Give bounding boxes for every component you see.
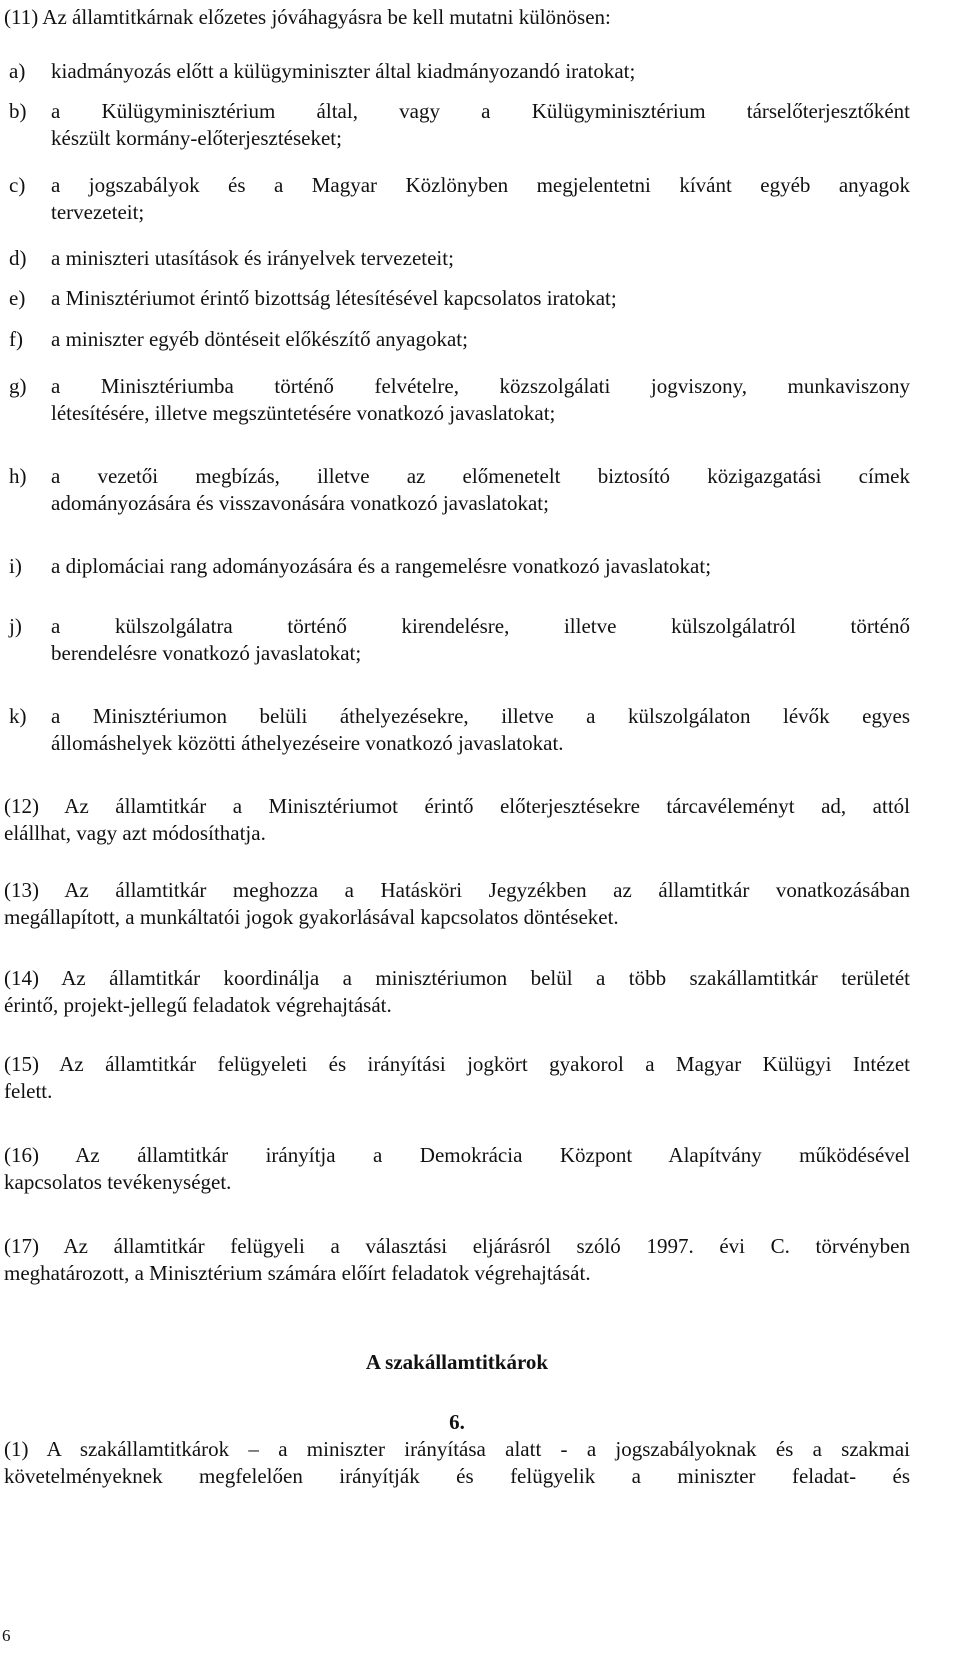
list-item-a — [4, 58, 910, 85]
list-item-line: tervezeteit; — [51, 200, 145, 224]
list-item-j — [4, 613, 910, 667]
paragraph-15 — [4, 1051, 910, 1105]
paragraph-line: megállapított, a munkáltatói jogok gyakorlásával kapcsolatos döntéseket. — [4, 905, 619, 929]
list-item-line: állomáshelyek közötti áthelyezéseire vonatkozó javaslatokat. — [51, 731, 564, 755]
list-item-line: a Külügyminisztérium által, vagy a Külügyminisztérium társelőterjesztőként — [51, 99, 910, 123]
paragraph-16 — [4, 1142, 910, 1196]
paragraph-line: (1) A szakállamtitkárok – a miniszter irányítása alatt - a jogszabályoknak és a szakmai — [4, 1437, 910, 1461]
section-title: A szakállamtitkárok — [365, 1350, 549, 1374]
paragraph-line: követelményeknek megfelelően irányítják és felügyelik a miniszter feladat- és — [4, 1464, 910, 1488]
list-item-label: c) — [9, 173, 26, 197]
list-item-text: kiadmányozás előtt a külügyminiszter által kiadmányozandó iratokat; — [51, 59, 636, 83]
list-item-label: i) — [9, 554, 22, 578]
list-item-text — [51, 98, 910, 152]
list-item-label: d) — [9, 246, 27, 270]
paragraph-line: (13) Az államtitkár meghozza a Hatásköri Jegyzékben az államtitkár vonatkozásában — [4, 878, 910, 902]
paragraph-line: (15) Az államtitkár felügyeleti és irányítási jogkört gyakorol a Magyar Külügyi Intézet — [4, 1052, 910, 1076]
list-item-text: a miniszteri utasítások és irányelvek tervezeteit; — [51, 246, 454, 270]
paragraph-line: felett. — [4, 1079, 53, 1103]
paragraph-line: (14) Az államtitkár koordinálja a minisztériumon belül a több szakállamtitkár területét — [4, 966, 910, 990]
list-item-text — [51, 373, 910, 427]
list-item-text: a Minisztériumot érintő bizottság létesítésével kapcsolatos iratokat; — [51, 286, 617, 310]
paragraph-line: (16) Az államtitkár irányítja a Demokrácia Központ Alapítvány működésével — [4, 1143, 910, 1167]
paragraph-6-1 — [4, 1436, 910, 1490]
paragraph-17 — [4, 1233, 910, 1287]
list-item-b — [4, 98, 910, 152]
list-item-text — [51, 703, 910, 757]
list-item-i — [4, 553, 910, 580]
list-item-line: a külszolgálatra történő kirendelésre, illetve külszolgálatról történő — [51, 614, 910, 638]
list-item-c — [4, 172, 910, 226]
paragraph-line: elállhat, vagy azt módosíthatja. — [4, 821, 266, 845]
list-item-text: a miniszter egyéb döntéseit előkészítő anyagokat; — [51, 327, 468, 351]
list-item-e — [4, 285, 910, 312]
list-item-line: a vezetői megbízás, illetve az előmenetelt biztosító közigazgatási címek — [51, 464, 910, 488]
list-item-label: g) — [9, 374, 27, 398]
list-item-d — [4, 245, 910, 272]
list-item-line: adományozására és visszavonására vonatkozó javaslatokat; — [51, 491, 549, 515]
intro-paragraph: (11) Az államtitkárnak előzetes jóváhagyásra be kell mutatni különösen: — [4, 5, 611, 29]
list-item-text — [51, 613, 910, 667]
list-item-label: h) — [9, 464, 27, 488]
list-item-line: berendelésre vonatkozó javaslatokat; — [51, 641, 362, 665]
list-item-h — [4, 463, 910, 517]
list-item-f — [4, 326, 910, 353]
list-item-text — [51, 172, 910, 226]
paragraph-line: kapcsolatos tevékenységet. — [4, 1170, 232, 1194]
list-item-label: j) — [9, 614, 22, 638]
paragraph-line: meghatározott, a Minisztérium számára előírt feladatok végrehajtását. — [4, 1261, 591, 1285]
list-item-label: a) — [9, 59, 26, 83]
paragraph-12 — [4, 793, 910, 847]
list-item-line: a Minisztériumon belüli áthelyezésekre, illetve a külszolgálaton lévők egyes — [51, 704, 910, 728]
list-item-line: létesítésére, illetve megszüntetésére vonatkozó javaslatokat; — [51, 401, 556, 425]
list-item-g — [4, 373, 910, 427]
list-item-line: a jogszabályok és a Magyar Közlönyben megjelentetni kívánt egyéb anyagok — [51, 173, 910, 197]
paragraph-14 — [4, 965, 910, 1019]
list-item-label: k) — [9, 704, 27, 728]
paragraph-13 — [4, 877, 910, 931]
list-item-text — [51, 463, 910, 517]
list-item-line: a Minisztériumba történő felvételre, közszolgálati jogviszony, munkaviszony — [51, 374, 910, 398]
list-item-label: f) — [9, 327, 23, 351]
list-item-label: b) — [9, 99, 27, 123]
list-item-text: a diplomáciai rang adományozására és a rangemelésre vonatkozó javaslatokat; — [51, 554, 712, 578]
paragraph-line: (17) Az államtitkár felügyeli a választási eljárásról szóló 1997. évi C. törvényben — [4, 1234, 910, 1258]
section-number: 6. — [449, 1410, 465, 1434]
list-item-label: e) — [9, 286, 26, 310]
list-item-k — [4, 703, 910, 757]
paragraph-line: (12) Az államtitkár a Minisztériumot érintő előterjesztésekre tárcavéleményt ad, attól — [4, 794, 910, 818]
list-item-line: készült kormány-előterjesztéseket; — [51, 126, 342, 150]
page-number: 6 — [2, 1626, 11, 1645]
paragraph-line: érintő, projekt-jellegű feladatok végrehajtását. — [4, 993, 392, 1017]
